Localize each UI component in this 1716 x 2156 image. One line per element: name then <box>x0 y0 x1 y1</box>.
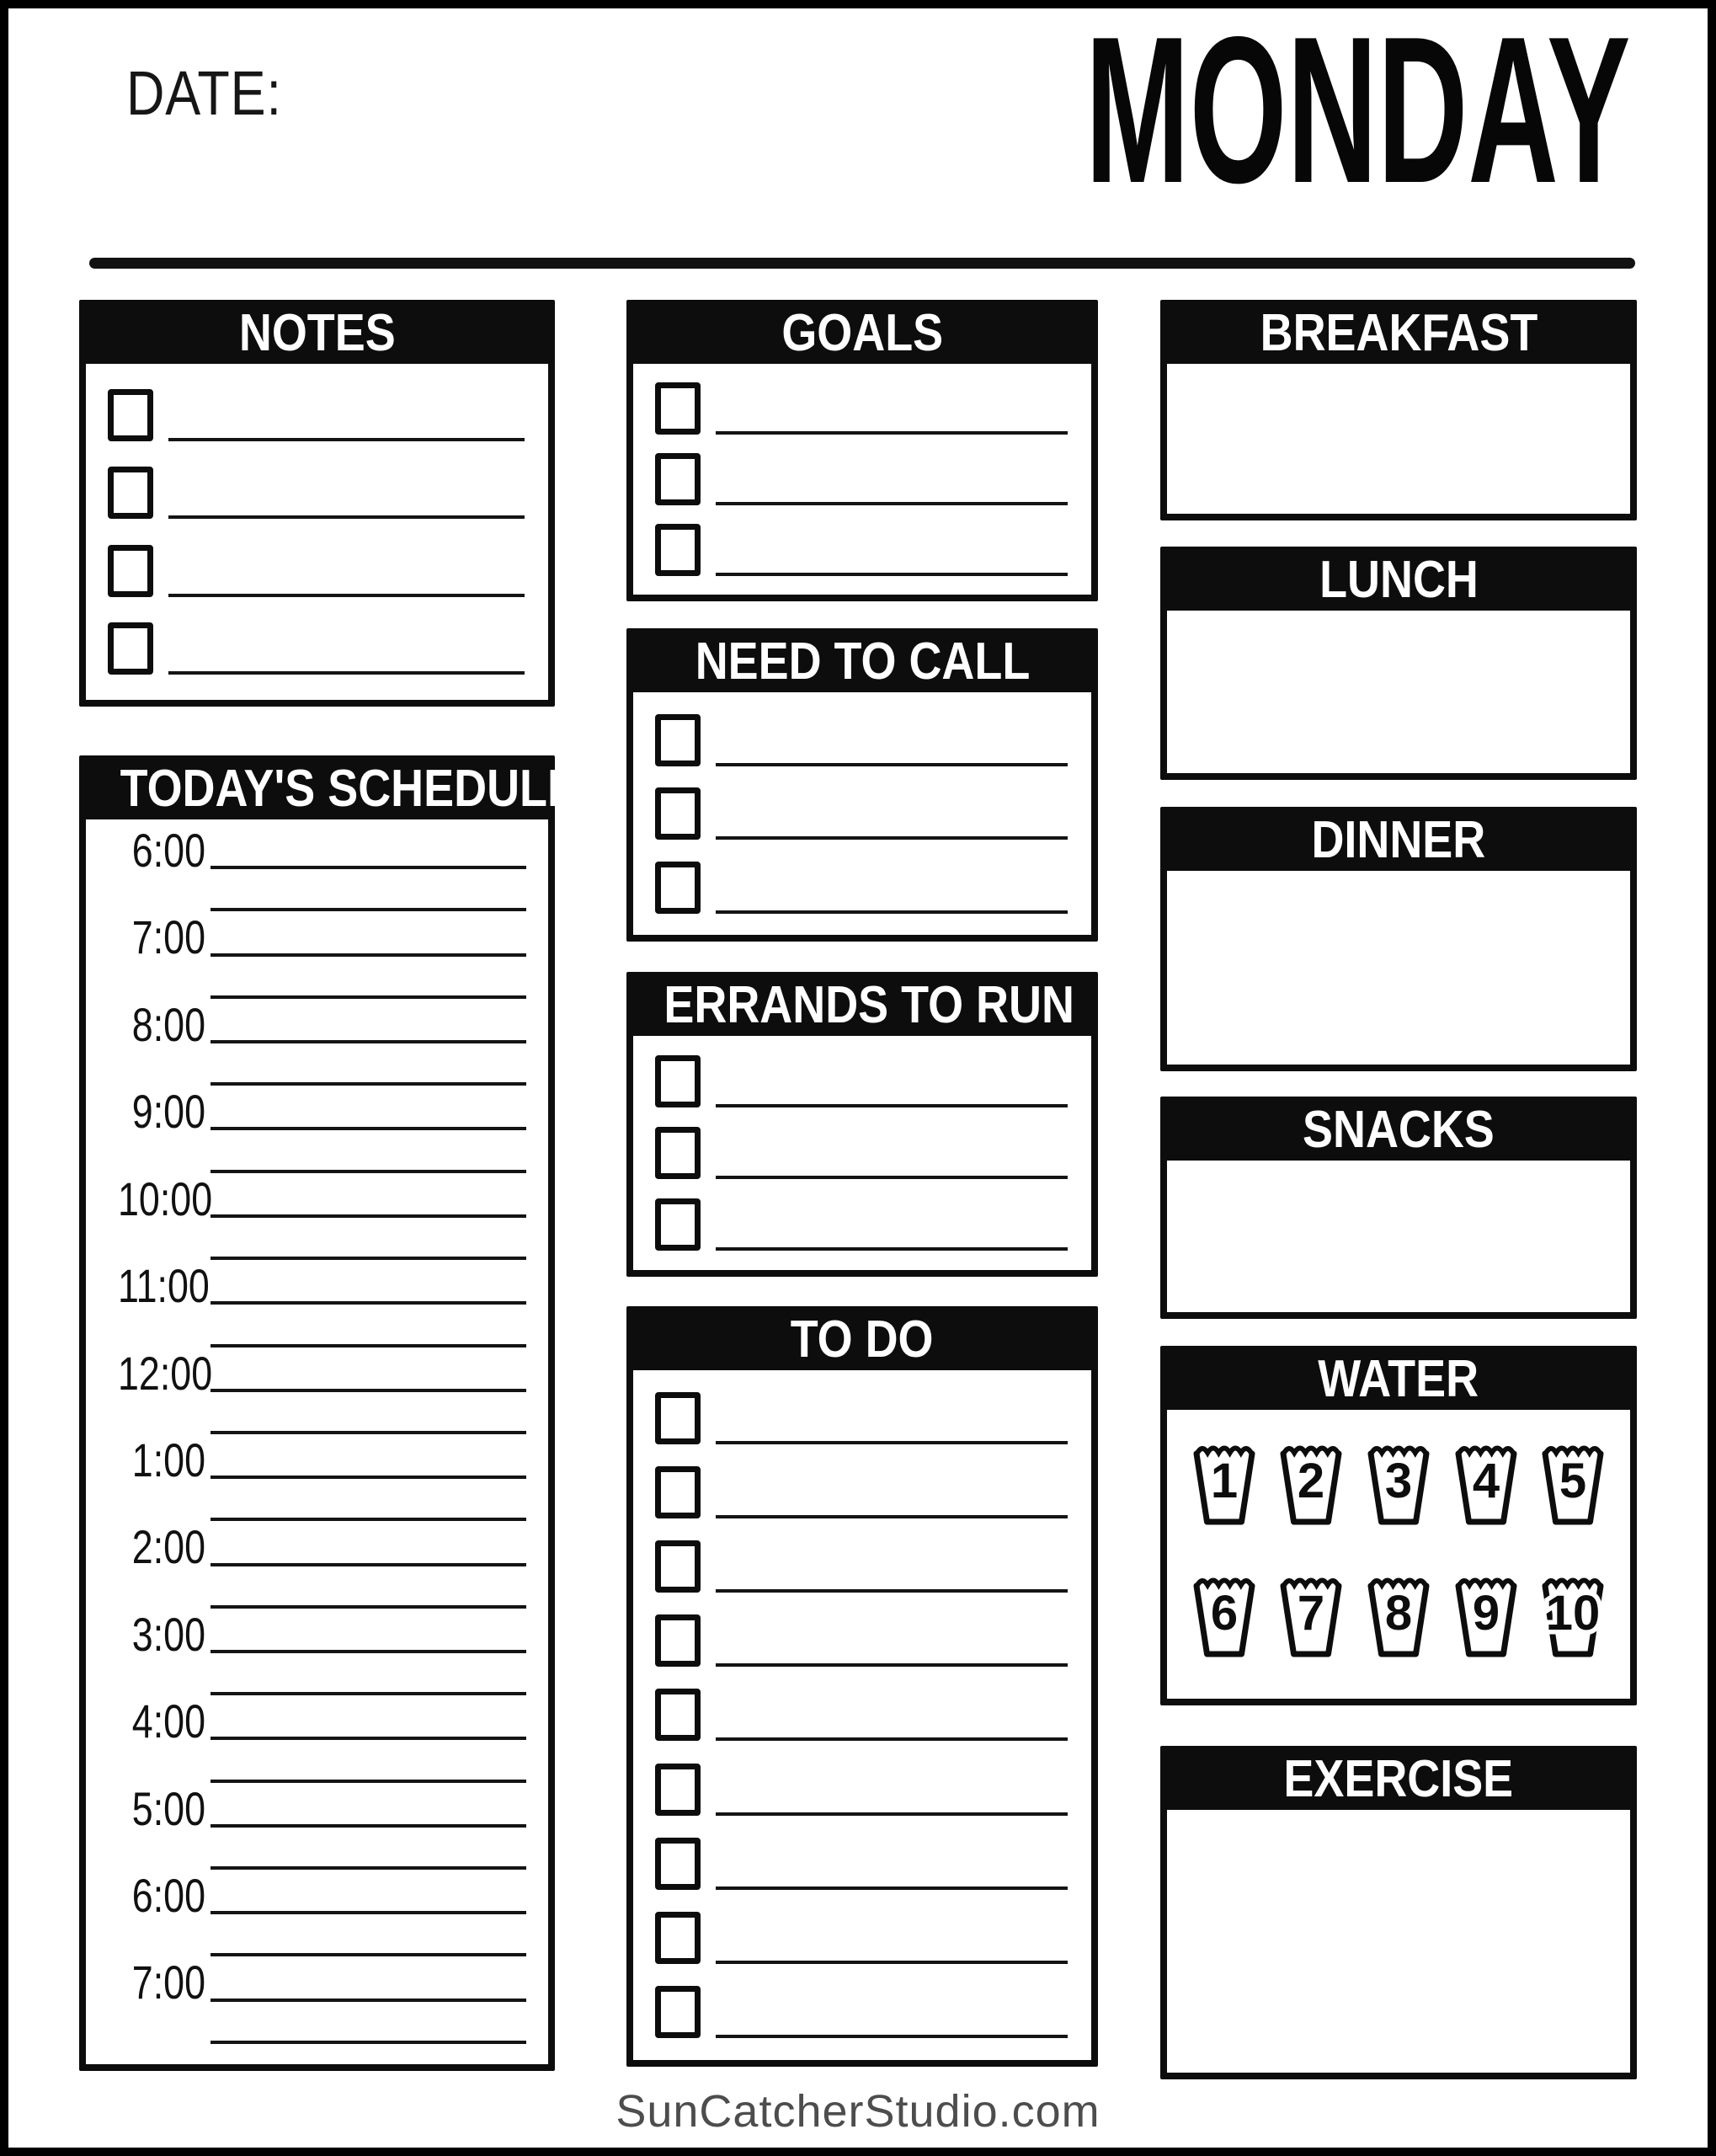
schedule-hour-row <box>96 1171 526 1225</box>
schedule-hour-row <box>96 824 526 877</box>
water-cup-icon[interactable] <box>1365 1574 1432 1662</box>
schedule-hour-row <box>96 1433 526 1486</box>
todo-body[interactable] <box>633 1370 1091 2060</box>
schedule-header <box>86 760 578 819</box>
water-cup-icon[interactable] <box>1452 1442 1520 1529</box>
write-line[interactable] <box>168 515 525 519</box>
schedule-time-label: 2:00 <box>131 1520 205 1574</box>
write-line[interactable] <box>716 1589 1068 1593</box>
write-line[interactable] <box>168 594 525 597</box>
write-line[interactable] <box>716 1663 1068 1667</box>
lunch-section <box>1160 547 1637 780</box>
checklist-row <box>633 1127 1091 1179</box>
water-cup-icon[interactable] <box>1277 1574 1345 1662</box>
water-cup-number: 1 <box>1210 1454 1238 1509</box>
todo-title: TO DO <box>791 1310 934 1369</box>
checkbox[interactable] <box>655 1055 701 1107</box>
dinner-title: DINNER <box>1311 811 1486 869</box>
schedule-hour-row <box>96 1259 526 1313</box>
checklist-row <box>633 787 1091 840</box>
checkbox[interactable] <box>655 1614 701 1667</box>
checklist-row <box>633 453 1091 505</box>
water-cup-number: 9 <box>1472 1585 1500 1641</box>
lunch-title: LUNCH <box>1319 551 1479 609</box>
breakfast-title: BREAKFAST <box>1260 304 1537 362</box>
schedule-hour-row <box>96 1956 526 2009</box>
breakfast-section <box>1160 300 1637 520</box>
checklist-row <box>633 862 1091 914</box>
checkbox[interactable] <box>655 453 701 505</box>
notes-section <box>79 300 555 707</box>
goals-section <box>626 300 1098 601</box>
water-cup-number: 10 <box>1545 1585 1601 1641</box>
schedule-time-label: 7:00 <box>131 1956 205 2009</box>
checklist-row <box>633 524 1091 576</box>
checkbox[interactable] <box>655 1466 701 1518</box>
schedule-hour-row <box>96 910 526 964</box>
goals-body[interactable] <box>633 364 1091 595</box>
checkbox[interactable] <box>108 467 153 519</box>
checklist-row <box>633 1055 1091 1107</box>
write-line[interactable] <box>716 1515 1068 1518</box>
page-header <box>79 0 1637 300</box>
write-line[interactable] <box>168 671 525 675</box>
checklist-row <box>633 1689 1091 1741</box>
schedule-time-label: 10:00 <box>118 1171 213 1225</box>
water-cup-number: 7 <box>1298 1585 1325 1641</box>
water-tracker <box>1167 1410 1630 1699</box>
checklist-row <box>633 1614 1091 1667</box>
schedule-title: TODAY'S SCHEDULE <box>120 760 578 818</box>
water-cup-number: 4 <box>1472 1454 1500 1509</box>
write-line[interactable] <box>716 1104 1068 1107</box>
right-column <box>1160 300 1637 2079</box>
schedule-time-label: 4:00 <box>131 1694 205 1748</box>
write-line[interactable] <box>716 1886 1068 1890</box>
checklist-row <box>86 389 548 441</box>
checkbox[interactable] <box>655 787 701 840</box>
write-line[interactable] <box>716 2035 1068 2038</box>
water-cup-number: 3 <box>1384 1454 1413 1509</box>
schedule-body[interactable] <box>86 819 548 2064</box>
left-column <box>79 300 578 2071</box>
middle-column <box>626 300 1098 2067</box>
water-header <box>1167 1350 1630 1410</box>
need-to-call-header <box>633 632 1091 692</box>
dinner-header <box>1167 811 1630 871</box>
exercise-section <box>1160 1746 1637 2079</box>
schedule-hour-row <box>96 1085 526 1139</box>
checkbox[interactable] <box>655 1764 701 1816</box>
water-cup-icon[interactable] <box>1191 1574 1258 1662</box>
write-line[interactable] <box>716 1961 1068 1964</box>
notes-header <box>86 304 548 364</box>
checkbox[interactable] <box>655 1392 701 1444</box>
exercise-header <box>1167 1750 1630 1810</box>
checklist-row <box>633 1838 1091 1890</box>
errands-section <box>626 972 1098 1277</box>
write-line[interactable] <box>716 836 1068 840</box>
schedule-time-label: 6:00 <box>131 1869 205 1923</box>
write-line[interactable] <box>716 910 1068 914</box>
goals-title: GOALS <box>781 304 943 362</box>
checklist-row <box>633 1764 1091 1816</box>
schedule-section <box>79 755 578 2071</box>
schedule-hour-row <box>96 1869 526 1923</box>
checkbox[interactable] <box>655 714 701 766</box>
schedule-hour-row <box>96 1607 526 1661</box>
checklist-row <box>633 1912 1091 1964</box>
checkbox[interactable] <box>655 1838 701 1890</box>
water-cup-icon[interactable] <box>1365 1442 1432 1529</box>
schedule-time-label: 9:00 <box>131 1085 205 1139</box>
errands-body[interactable] <box>633 1036 1091 1270</box>
checklist-row <box>633 1392 1091 1444</box>
write-line[interactable] <box>168 438 525 441</box>
write-line[interactable] <box>716 1247 1068 1251</box>
todo-header <box>633 1310 1091 1370</box>
notes-title: NOTES <box>238 304 396 362</box>
checklist-row <box>633 382 1091 435</box>
water-cup-number: 2 <box>1298 1454 1325 1509</box>
checkbox[interactable] <box>655 524 701 576</box>
write-line[interactable] <box>716 1737 1068 1741</box>
checklist-row <box>86 545 548 597</box>
checklist-row <box>633 714 1091 766</box>
planner-columns <box>79 300 1637 2079</box>
snacks-title: SNACKS <box>1303 1101 1495 1159</box>
schedule-time-label: 8:00 <box>131 997 205 1051</box>
write-line[interactable] <box>716 431 1068 435</box>
checkbox[interactable] <box>655 382 701 435</box>
water-cup-number: 8 <box>1384 1585 1413 1641</box>
schedule-hour-row <box>96 1346 526 1400</box>
checkbox[interactable] <box>655 1127 701 1179</box>
dinner-section <box>1160 807 1637 1071</box>
dinner-write-area[interactable] <box>1167 871 1630 1065</box>
lunch-write-area[interactable] <box>1167 611 1630 773</box>
need-to-call-title: NEED TO CALL <box>695 632 1030 691</box>
header-divider <box>89 258 1635 269</box>
schedule-hour-row <box>96 1694 526 1748</box>
schedule-hour-row <box>96 1781 526 1835</box>
schedule-hour-row <box>96 997 526 1051</box>
schedule-time-label: 6:00 <box>131 824 205 877</box>
water-title: WATER <box>1318 1350 1479 1408</box>
checkbox[interactable] <box>108 622 153 675</box>
write-line[interactable] <box>716 502 1068 505</box>
checkbox[interactable] <box>655 1540 701 1593</box>
snacks-section <box>1160 1097 1637 1319</box>
write-line[interactable] <box>716 573 1068 576</box>
checkbox[interactable] <box>108 545 153 597</box>
water-cup-icon[interactable] <box>1191 1442 1258 1529</box>
errands-header <box>633 976 1091 1036</box>
schedule-time-label: 1:00 <box>131 1433 205 1486</box>
schedule-write-line[interactable] <box>211 2041 526 2044</box>
day-title: MONDAY <box>1084 0 1630 227</box>
notes-body[interactable] <box>86 364 548 700</box>
checklist-row <box>633 1198 1091 1251</box>
water-section <box>1160 1346 1637 1705</box>
goals-header <box>633 304 1091 364</box>
checklist-row <box>633 1466 1091 1518</box>
lunch-header <box>1167 553 1630 611</box>
breakfast-header <box>1167 304 1630 364</box>
checkbox[interactable] <box>655 1198 701 1251</box>
water-cup-icon[interactable] <box>1539 1574 1607 1662</box>
snacks-header <box>1167 1103 1630 1161</box>
water-cup-icon[interactable] <box>1452 1574 1520 1662</box>
need-to-call-body[interactable] <box>633 692 1091 935</box>
todo-section <box>626 1306 1098 2067</box>
water-cup-icon[interactable] <box>1277 1442 1345 1529</box>
checkbox[interactable] <box>108 389 153 441</box>
need-to-call-section <box>626 628 1098 942</box>
checkbox[interactable] <box>655 862 701 914</box>
write-line[interactable] <box>716 1176 1068 1179</box>
write-line[interactable] <box>716 763 1068 766</box>
checklist-row <box>633 1986 1091 2038</box>
site-credit: SunCatcherStudio.com <box>616 2086 1100 2137</box>
schedule-time-label: 11:00 <box>118 1259 210 1313</box>
errands-title: ERRANDS TO RUN <box>663 976 1074 1034</box>
water-cup-number: 6 <box>1210 1585 1238 1641</box>
schedule-time-label: 5:00 <box>131 1781 205 1835</box>
date-label: DATE: <box>126 58 282 128</box>
schedule-time-label: 7:00 <box>131 910 205 964</box>
checklist-row <box>633 1540 1091 1593</box>
schedule-time-label: 12:00 <box>118 1346 213 1400</box>
schedule-hour-row <box>96 1520 526 1574</box>
breakfast-write-area[interactable] <box>1167 364 1630 514</box>
exercise-title: EXERCISE <box>1283 1750 1514 1808</box>
checkbox[interactable] <box>655 1912 701 1964</box>
write-line[interactable] <box>716 1812 1068 1816</box>
exercise-write-area[interactable] <box>1167 1810 1630 2073</box>
water-cup-number: 5 <box>1559 1454 1587 1509</box>
water-cup-icon[interactable] <box>1539 1442 1607 1529</box>
snacks-write-area[interactable] <box>1167 1161 1630 1312</box>
checkbox[interactable] <box>655 1986 701 2038</box>
checkbox[interactable] <box>655 1689 701 1741</box>
write-line[interactable] <box>716 1441 1068 1444</box>
schedule-time-label: 3:00 <box>131 1607 205 1661</box>
checklist-row <box>86 467 548 519</box>
checklist-row <box>86 622 548 675</box>
